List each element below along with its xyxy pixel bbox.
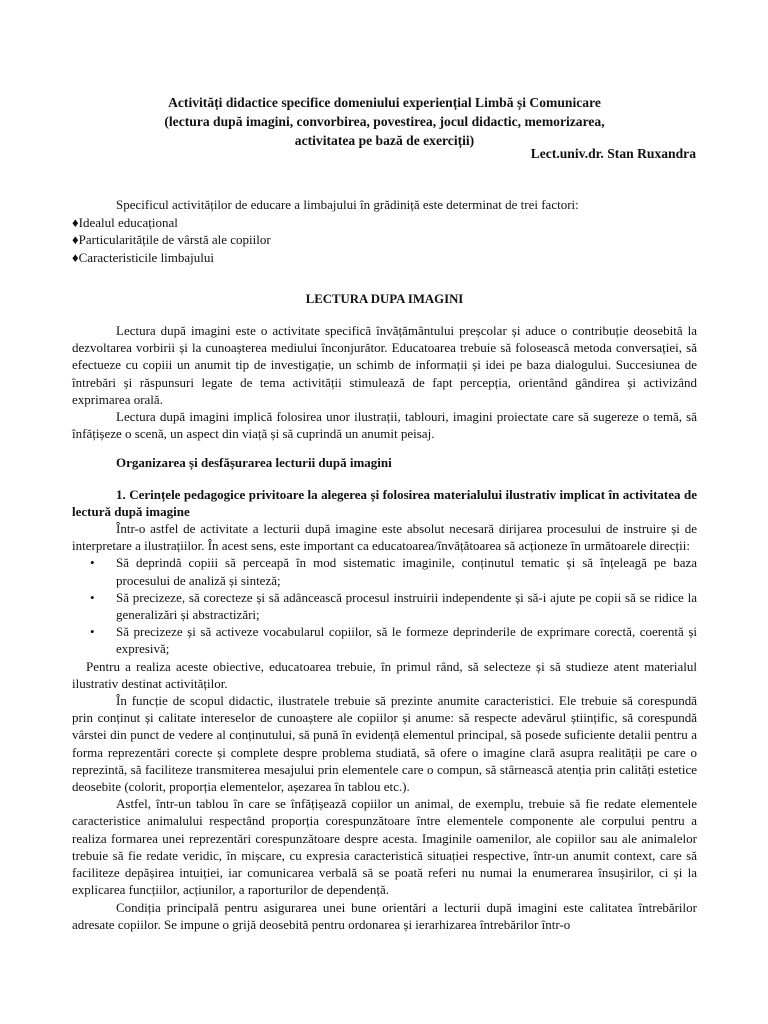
bullet-list — [72, 554, 697, 657]
numbered-heading: 1. Cerințele pedagogice privitoare la alegerea și folosirea materialului ilustrativ implicat în activitatea de lectură după imagine — [72, 486, 697, 519]
author-name: Lect.univ.dr. Stan Ruxandra — [530, 146, 696, 161]
title-line-1: Activități didactice specifice domeniului experiențial Limbă și Comunicare — [168, 95, 601, 110]
bullet-item: • Să precizeze, să corecteze și să adâncească procesul instruirii independente și să-i ajute pe copii să se ridice la generalizări și abstractizări; — [116, 589, 697, 623]
factor-list — [72, 214, 697, 267]
paragraph: Lectura după imagini implică folosirea unor ilustrații, tablouri, imagini proiectate care să sugereze o temă, să înfățișeze o scenă, un aspect din viață și să cuprindă un anumit peisaj. — [72, 409, 697, 442]
section-body — [72, 322, 697, 933]
paragraph: Condiția principală pentru asigurarea unei bune orientări a lecturii după imagini este calitatea întrebărilor adresate copiilor. Se impune o grijă deosebită pentru ordonarea și ierarhizarea întrebărilor într-o — [72, 899, 697, 932]
bullet-item: • Să deprindă copiii să perceapă în mod sistematic imaginile, conținutul tematic și să înțeleagă pe baza procesului de analiză și sinteză; — [116, 554, 697, 588]
subheading: Organizarea și desfășurarea lecturii după imagini — [116, 455, 392, 471]
title-line-3: activitatea pe bază de exerciții) — [294, 133, 475, 148]
title-line-2: (lectura după imagini, convorbirea, povestirea, jocul didactic, memorizarea, — [164, 114, 605, 129]
bullet-item: • Să precizeze și să activeze vocabularul copiilor, să le formeze deprinderile de exprimare corectă, coerentă și expresivă; — [116, 623, 697, 657]
factor-item: ♦ Caracteristicile limbajului — [72, 249, 697, 267]
paragraph: Astfel, într-un tablou în care se înfățișează copiilor un animal, de exemplu, trebuie să fie redate elementele caracteristice animalului respectând proporția corespunzătoare între elementele componente ale corpului pentru a realiza formarea unei reprezentări corespunzătoare despre acesta. Imaginile oamenilor, ale copiilor sau ale animalelor trebuie să fie redate veridic, în mișcare, cu expresia caracteristică situației respective, într-un anumit context, care să faciliteze depășirea intuiției, iar comunicarea verbală să se poată referi nu numai la enumerarea însușirilor, ci și la explicarea funcțiilor, acțiunilor, a raporturilor de dependență. — [72, 796, 697, 898]
factor-item: ♦ Particularitățile de vârstă ale copiilor — [72, 231, 697, 249]
section-title: LECTURA DUPA IMAGINI — [305, 292, 464, 306]
document-title — [72, 93, 697, 150]
intro-block — [72, 196, 697, 266]
paragraph: În funcție de scopul didactic, ilustratele trebuie să prezinte anumite caracteristici. Ele trebuie să corespundă prin conținut și calitate intereselor de cunoaștere ale copiilor și anume: să respecte adevărul științific, să corespundă vârstei din punct de vedere al conținutului, să pună în evidență elementul principal, să posede suficiente detalii pentru a forma reprezentări corecte și complete despre problema studiată, să ofere o imagine clară asupra realității pe care o reprezintă, să faciliteze transmiterea mesajului prin elementele care o compun, să stârnească atenția prin calități estetice deosebite (colorit, proporția elementelor, așezarea în tablou etc.). — [72, 693, 697, 795]
intro-lead: Specificul activităților de educare a limbajului în grădiniță este determinat de trei factori: — [116, 197, 579, 212]
paragraph: Într-o astfel de activitate a lecturii după imagine este absolut necesară dirijarea procesului de instruire și de interpretare a ilustrațiilor. În acest sens, este important ca educatoarea/învățătoarea să acționeze în următoarele direcții: — [72, 521, 697, 554]
paragraph: Pentru a realiza aceste obiective, educatoarea trebuie, în primul rând, să selecteze și să studieze atent materialul ilustrativ destinat activităților. — [72, 658, 697, 691]
factor-item: ♦ Idealul educațional — [72, 214, 697, 232]
paragraph: Lectura după imagini este o activitate specifică învățământului preșcolar și aduce o contribuție deosebită la dezvoltarea vorbirii și la cunoașterea mediului înconjurător. Educatoarea trebuie să folosească metoda conversației, să efectueze cu copiii un anumit tip de investigație, un schimb de informații și idei pe baza dialogului. Succesiunea de întrebări și răspunsuri legate de tema activității stimulează de fapt percepția, orientând gândirea și activizând exprimarea orală. — [72, 323, 697, 407]
